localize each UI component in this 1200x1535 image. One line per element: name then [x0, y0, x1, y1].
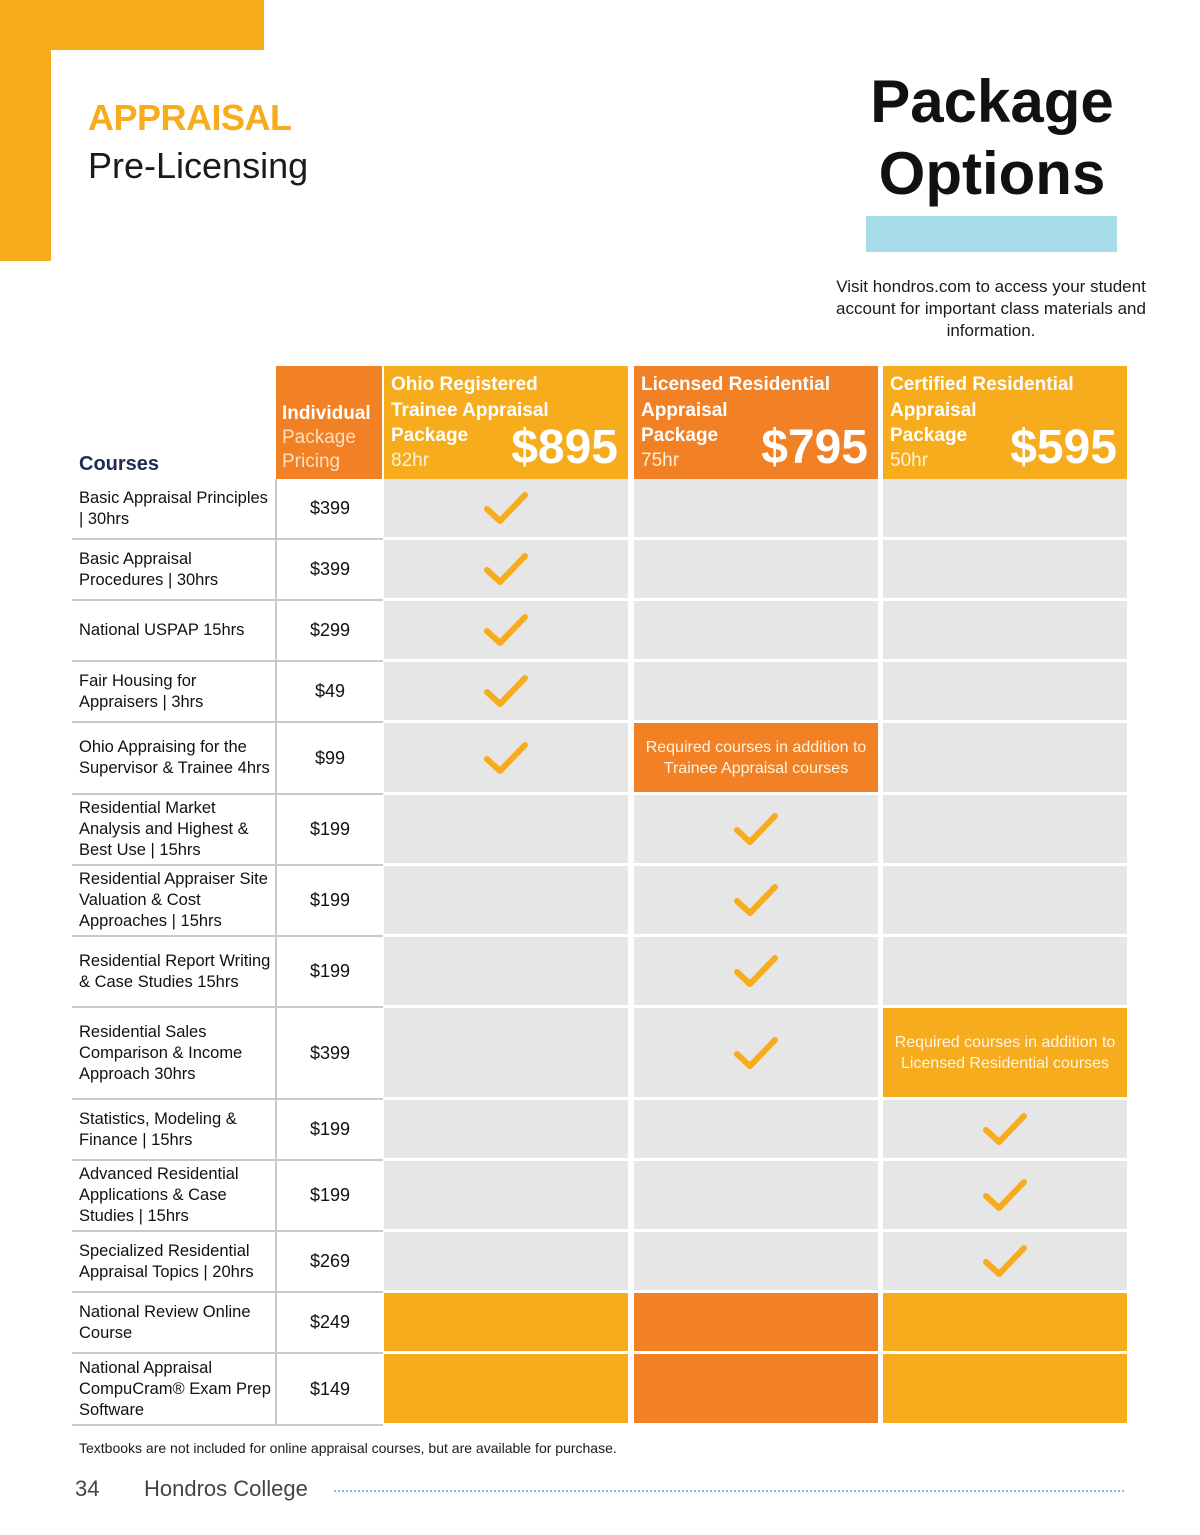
package-cell — [384, 1232, 628, 1290]
individual-price: $269 — [275, 1232, 383, 1293]
individual-price: $49 — [275, 662, 383, 723]
table-row — [72, 1008, 1132, 1100]
package-cell — [883, 795, 1127, 863]
package-name-line: Package — [890, 425, 968, 446]
course-name: Residential Sales Comparison & Income Approach 30hrs — [72, 1008, 275, 1100]
individual-price: $199 — [275, 1161, 383, 1232]
package-cell — [883, 1354, 1127, 1423]
course-name: Basic Appraisal Principles | 30hrs — [72, 479, 275, 540]
table-row — [72, 1100, 1132, 1161]
package-name-line: Package — [641, 425, 719, 446]
course-name: Statistics, Modeling & Finance | 15hrs — [72, 1100, 275, 1161]
package-cell — [883, 866, 1127, 934]
package-cell — [883, 1161, 1127, 1229]
package-cell — [883, 1008, 1127, 1097]
check-icon — [982, 1177, 1028, 1213]
table-row — [72, 795, 1132, 866]
package-cell — [384, 540, 628, 598]
package-cell — [384, 795, 628, 863]
package-cell — [883, 601, 1127, 659]
individual-price: $199 — [275, 795, 383, 866]
package-hours: 75hr — [641, 449, 680, 471]
package-name-line: Certified Residential — [890, 374, 1074, 395]
package-cell — [384, 1100, 628, 1158]
course-name: Residential Report Writing & Case Studies 15hrs — [72, 937, 275, 1008]
package-cell — [883, 479, 1127, 537]
check-icon — [733, 811, 779, 847]
package-price: $795 — [761, 421, 868, 474]
table-row — [72, 723, 1132, 795]
package-cell — [883, 937, 1127, 1005]
package-cell — [634, 1293, 878, 1351]
check-icon — [483, 673, 529, 709]
individual-price: $199 — [275, 1100, 383, 1161]
package-price: $895 — [511, 421, 618, 474]
individual-price: $249 — [275, 1293, 383, 1354]
table-row — [72, 866, 1132, 937]
individual-price: $199 — [275, 937, 383, 1008]
package-cell — [634, 723, 878, 792]
package-cell — [634, 662, 878, 720]
package-cell — [634, 1008, 878, 1097]
check-icon — [982, 1243, 1028, 1279]
course-name: Residential Appraiser Site Valuation & Cost Approaches | 15hrs — [72, 866, 275, 937]
package-cell — [634, 1100, 878, 1158]
package-cell — [634, 479, 878, 537]
table-row — [72, 1354, 1132, 1426]
individual-price: $99 — [275, 723, 383, 795]
course-name: Residential Market Analysis and Highest & Best Use | 15hrs — [72, 795, 275, 866]
footnote: Textbooks are not included for online appraisal courses, but are available for purchase. — [79, 1440, 617, 1456]
package-price: $595 — [1010, 421, 1117, 474]
package-cell — [384, 601, 628, 659]
visit-note: Visit hondros.com to access your student account for important class materials and information. — [836, 277, 1146, 340]
page-number: 34 — [75, 1476, 100, 1501]
individual-header-line2: Package — [282, 427, 356, 448]
course-name: Fair Housing for Appraisers | 3hrs — [72, 662, 275, 723]
table-row — [72, 937, 1132, 1008]
package-header-certified — [883, 366, 1127, 479]
package-cell — [634, 1161, 878, 1229]
package-hours: 50hr — [890, 449, 929, 471]
section-subtitle: Pre-Licensing — [88, 145, 309, 186]
individual-price: $399 — [275, 1008, 383, 1100]
package-name-line: Trainee Appraisal — [391, 399, 549, 421]
check-icon — [733, 953, 779, 989]
table-row — [72, 1232, 1132, 1293]
individual-price: $199 — [275, 866, 383, 937]
title-accent-band — [866, 216, 1117, 252]
individual-price: $399 — [275, 540, 383, 601]
package-cell — [384, 662, 628, 720]
check-icon — [733, 882, 779, 918]
package-cell — [384, 937, 628, 1005]
course-name: Ohio Appraising for the Supervisor & Trainee 4hrs — [72, 723, 275, 795]
course-name: Specialized Residential Appraisal Topics | 20hrs — [72, 1232, 275, 1293]
individual-pricing-header — [276, 366, 382, 479]
check-icon — [483, 490, 529, 526]
package-cell — [384, 1293, 628, 1351]
package-cell — [883, 662, 1127, 720]
package-cell — [883, 1232, 1127, 1290]
check-icon — [982, 1111, 1028, 1147]
table-row — [72, 662, 1132, 723]
table-row — [72, 1161, 1132, 1232]
package-cell — [634, 1354, 878, 1423]
package-name-line: Ohio Registered — [391, 374, 538, 395]
package-cell — [384, 1161, 628, 1229]
package-name-line: Licensed Residential — [641, 374, 831, 395]
footer-dotted-rule — [334, 1490, 1124, 1492]
page-title: Package Options — [870, 68, 1114, 207]
section-title: APPRAISAL — [88, 97, 292, 138]
requirement-note: Required courses in addition to Licensed Residential courses — [894, 1033, 1116, 1072]
package-header-licensed — [634, 366, 878, 479]
package-cell — [384, 479, 628, 537]
package-cell — [634, 1232, 878, 1290]
package-cell — [384, 1354, 628, 1423]
package-cell — [384, 1008, 628, 1097]
package-cell — [634, 795, 878, 863]
corner-accent-left — [0, 0, 51, 261]
check-icon — [483, 740, 529, 776]
package-cell — [883, 540, 1127, 598]
table-row — [72, 540, 1132, 601]
package-name-line: Package — [391, 425, 469, 446]
package-cell — [634, 601, 878, 659]
package-name-line: Appraisal — [641, 399, 728, 421]
check-icon — [733, 1035, 779, 1071]
requirement-note: Required courses in addition to Trainee Appraisal courses — [645, 738, 867, 777]
individual-header-line3: Pricing — [282, 451, 341, 472]
package-cell — [634, 937, 878, 1005]
individual-price: $149 — [275, 1354, 383, 1426]
package-cell — [883, 1100, 1127, 1158]
course-name: National USPAP 15hrs — [72, 601, 275, 662]
individual-price: $299 — [275, 601, 383, 662]
course-name: Advanced Residential Applications & Case Studies | 15hrs — [72, 1161, 275, 1232]
check-icon — [483, 551, 529, 587]
course-name: National Review Online Course — [72, 1293, 275, 1354]
college-name: Hondros College — [144, 1476, 308, 1501]
package-header-trainee — [384, 366, 628, 479]
table-row — [72, 479, 1132, 540]
package-cell — [634, 540, 878, 598]
check-icon — [483, 612, 529, 648]
table-row — [72, 601, 1132, 662]
package-cell — [883, 723, 1127, 792]
package-name-line: Appraisal — [890, 399, 977, 421]
section-heading — [88, 98, 308, 188]
package-cell — [384, 723, 628, 792]
course-name: National Appraisal CompuCram® Exam Prep Software — [72, 1354, 275, 1426]
package-cell — [634, 866, 878, 934]
individual-header-line1: Individual — [282, 403, 371, 424]
table-row — [72, 1293, 1132, 1354]
course-name: Basic Appraisal Procedures | 30hrs — [72, 540, 275, 601]
courses-header — [72, 366, 275, 479]
package-cell — [883, 1293, 1127, 1351]
individual-price: $399 — [275, 479, 383, 540]
package-cell — [384, 866, 628, 934]
package-hours: 82hr — [391, 449, 430, 471]
courses-header-label: Courses — [79, 453, 160, 475]
